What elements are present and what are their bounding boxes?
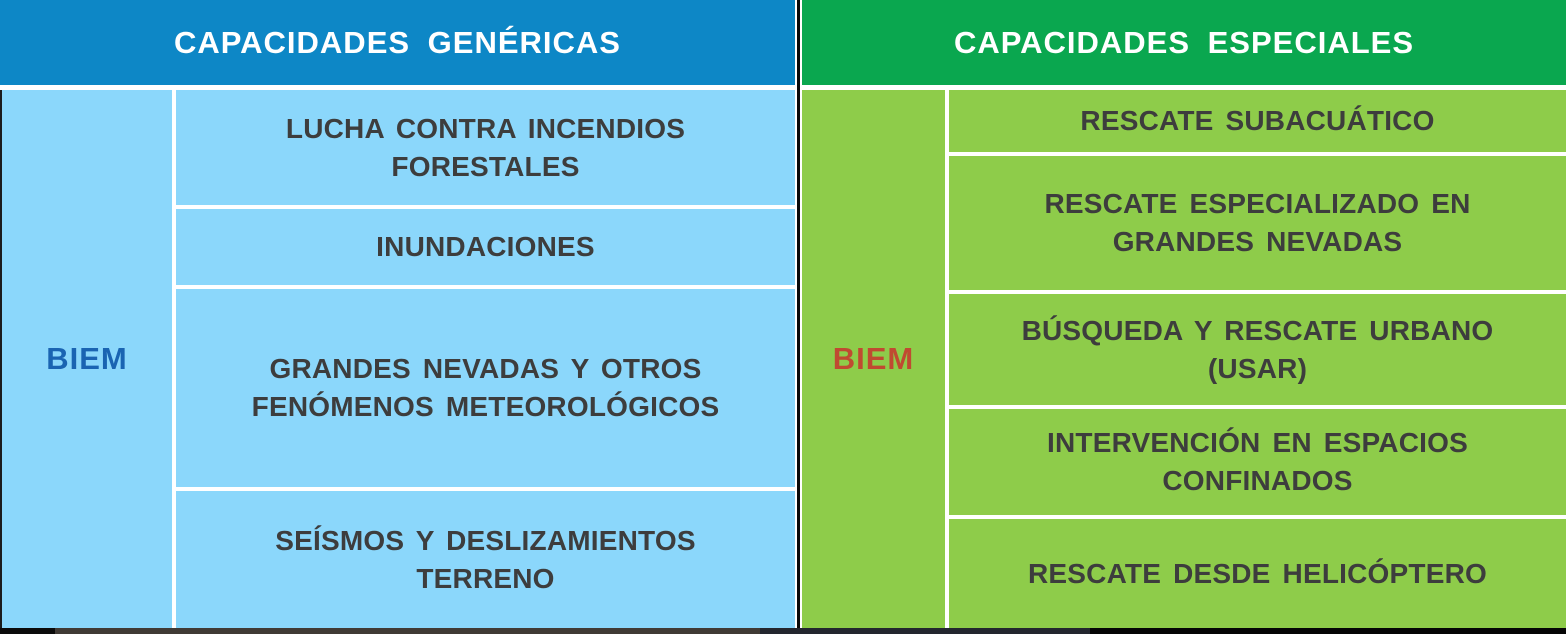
generic-row-forest-fires: LUCHA CONTRA INCENDIOS FORESTALES — [176, 90, 795, 205]
generic-row-heavy-snow: GRANDES NEVADAS Y OTROS FENÓMENOS METEOROLÓGICOS — [176, 289, 795, 487]
generic-biem-cell: BIEM — [0, 90, 172, 628]
special-row-snow-rescue: RESCATE ESPECIALIZADO EN GRANDES NEVADAS — [949, 156, 1566, 290]
bottom-edge-strip — [0, 628, 1566, 634]
bottom-strip-segment — [1090, 628, 1566, 634]
special-row-usar: BÚSQUEDA Y RESCATE URBANO (USAR) — [949, 294, 1566, 405]
special-row-helicopter-rescue: RESCATE DESDE HELICÓPTERO — [949, 519, 1566, 628]
generic-capabilities-header: CAPACIDADES GENÉRICAS — [0, 0, 795, 85]
special-biem-cell: BIEM — [802, 90, 945, 628]
generic-row-floods: INUNDACIONES — [176, 209, 795, 285]
generic-rows-column — [176, 90, 795, 628]
generic-row-earthquakes: SEÍSMOS Y DESLIZAMIENTOS TERRENO — [176, 491, 795, 628]
generic-capabilities-body — [0, 90, 795, 628]
special-row-confined-spaces: INTERVENCIÓN EN ESPACIOS CONFINADOS — [949, 409, 1566, 515]
table-separator-line — [797, 0, 800, 628]
special-capabilities-table — [802, 0, 1566, 628]
special-row-underwater-rescue: RESCATE SUBACUÁTICO — [949, 90, 1566, 152]
bottom-strip-segment — [760, 628, 1090, 634]
special-capabilities-header: CAPACIDADES ESPECIALES — [802, 0, 1566, 85]
bottom-strip-segment — [0, 628, 55, 634]
special-capabilities-body — [802, 90, 1566, 628]
bottom-strip-segment — [55, 628, 760, 634]
special-rows-column — [949, 90, 1566, 628]
